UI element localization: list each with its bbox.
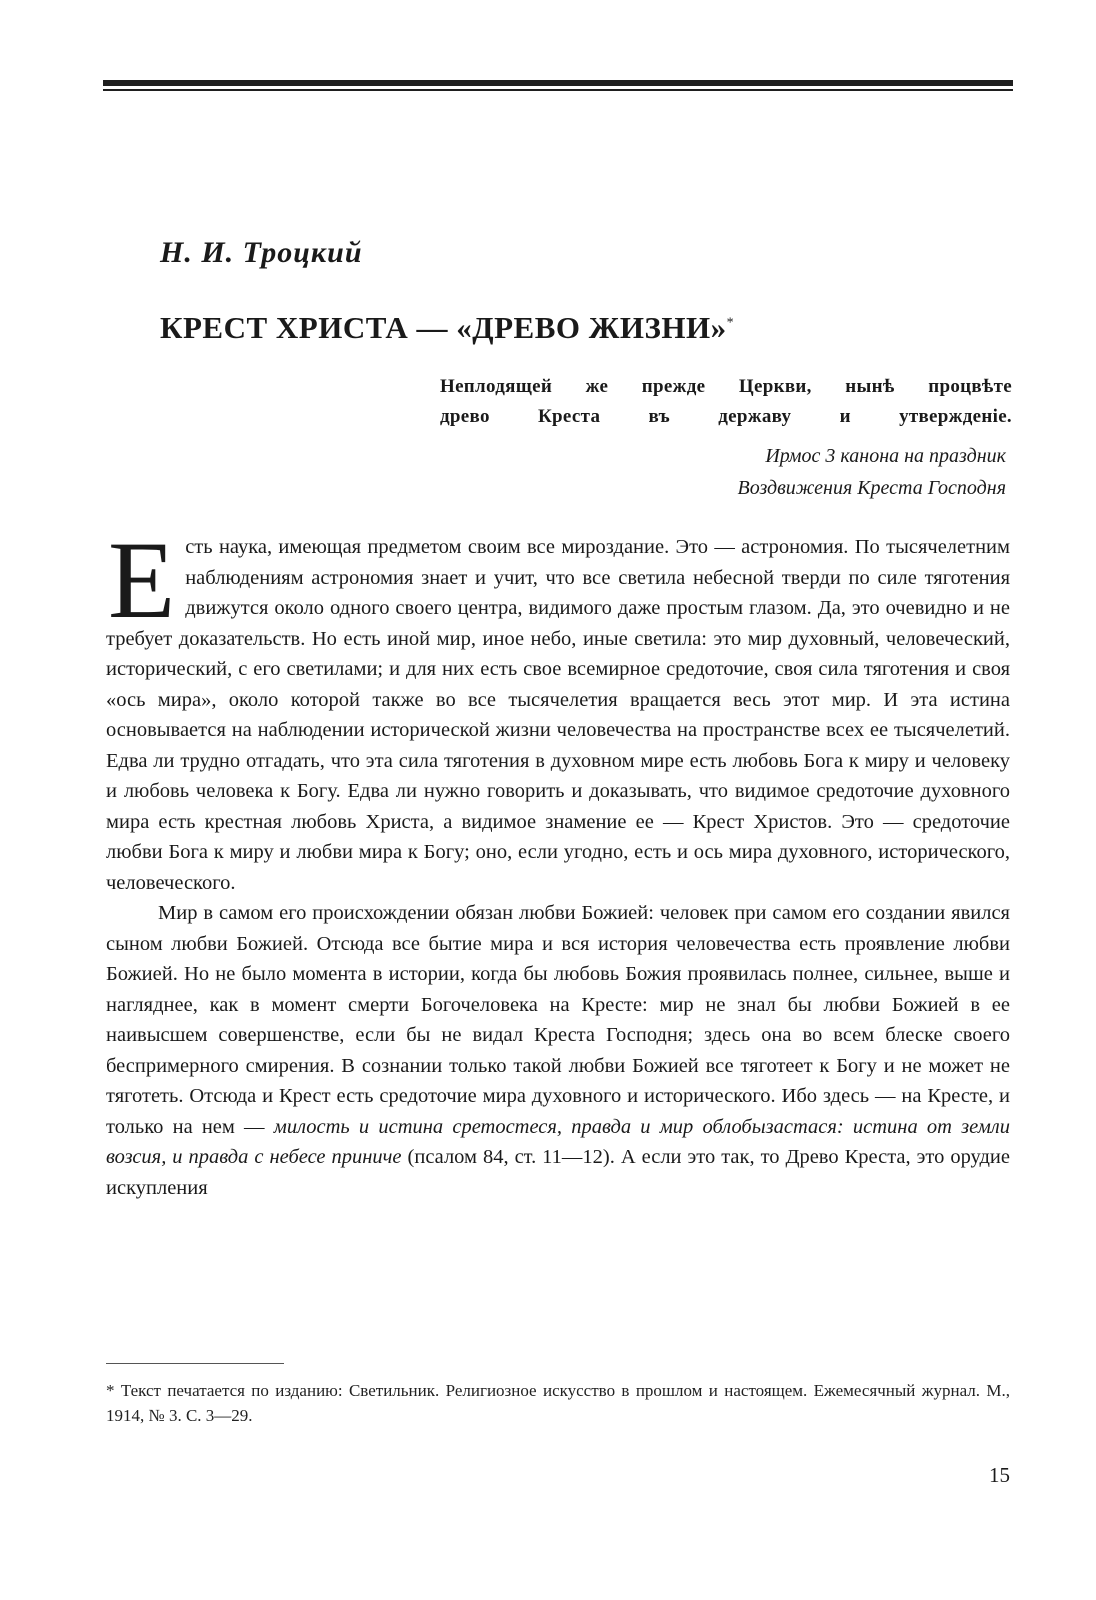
author-name: Н. И. Троцкий xyxy=(160,236,363,269)
epigraph-line: Неплодящей же прежде Церкви, нынѣ процвѣте xyxy=(440,376,1012,397)
page-number: 15 xyxy=(989,1463,1010,1487)
paragraph-1-text: сть наука, имеющая предметом своим все мироздание. Это — астрономия. По тысячелетним наблюдениям астрономия знает и учит, что все светила небесной тверди по силе тяготения движутся около одного своего центра, видимого даже простым глазом. Да, это очевидно и не требует доказательств. Но есть иной мир, иное небо, иные светила: это мир духовный, человеческий, исторический, с его светилами; и для них есть свое всемирное средоточие, своя сила тяготения и своя «ось мира», около которой также во все тысячелетия вращается весь этот мир. И эта истина основывается на наблюдении исторической жизни человечества на пространстве всех ее тысячелетий. Едва ли трудно отгадать, что эта сила тяготения в духовном мире есть любовь Бога к миру и человеку и любовь человека к Богу. Едва ли нужно говорить и доказывать, что видимое средоточие духовного мира есть крестная любовь Христа, а видимое знамение ее — Крест Христов. Это — средоточие любви Бога к миру и любви мира к Богу; оно, если угодно, есть и ось мира духовного, исторического, человеческого. xyxy=(106,536,1010,894)
epigraph-source-line: Ирмос 3 канона на праздник xyxy=(765,445,1006,467)
article-title-text: КРЕСТ ХРИСТА — «ДРЕВО ЖИЗНИ» xyxy=(160,310,727,345)
article-title xyxy=(160,310,734,346)
footnote-rule xyxy=(106,1363,284,1364)
footnote-text: Текст печатается по изданию: Светильник. Религиозное искусство в прошлом и настоящем. Ежемесячный журнал. М., 1914, № 3. С. 3—29. xyxy=(106,1381,1011,1425)
epigraph-line: древо Креста въ державу и утвержденіе. xyxy=(440,406,1012,427)
header-rule-thick xyxy=(103,80,1013,86)
psalm-quote: милость и истина сретостеся, правда и мир облобызастася: истина от земли возсия, и правда с небесе приниче xyxy=(106,1115,1010,1168)
drop-cap: Е xyxy=(108,519,176,641)
title-footnote-mark: * xyxy=(726,315,735,331)
paragraph-2-text-a: Мир в самом его происхождении обязан любви Божией: человек при самом его создании явился сыном любви Божией. Отсюда все бытие мира и вся история человечества есть проявление любви Божией. Но не было момента в истории, когда бы любовь Божия проявилась полнее, сильнее, выше и нагляднее, как в момент смерти Богочеловека на Кресте: мир не знал бы любви Божией в ее наивысшем совершенстве, если бы не видал Креста Господня; здесь она во всем блеске своего беспримерного смирения. В сознании только такой любви Божией все тяготеет к Богу и не может не тяготеть. Отсюда и Крест есть средоточие мира духовного и исторического. Ибо здесь — на Кресте, и только на нем — xyxy=(106,902,1010,1138)
header-rule xyxy=(103,80,1013,91)
article-body xyxy=(106,519,1011,1203)
paragraph-1 xyxy=(106,519,1010,898)
header-rule-thin xyxy=(103,89,1013,91)
paragraph-2-text-b: (псалом 84, ст. 11—12). А если это так, то Древо Креста, это орудие искупления xyxy=(106,1146,1011,1199)
epigraph-source-line: Воздвижения Креста Господня xyxy=(737,477,1006,499)
footnote-mark: * xyxy=(106,1381,115,1400)
epigraph-source xyxy=(738,440,1006,504)
epigraph xyxy=(440,372,1012,432)
paragraph-2 xyxy=(106,898,1010,1203)
footnote xyxy=(106,1378,1010,1428)
